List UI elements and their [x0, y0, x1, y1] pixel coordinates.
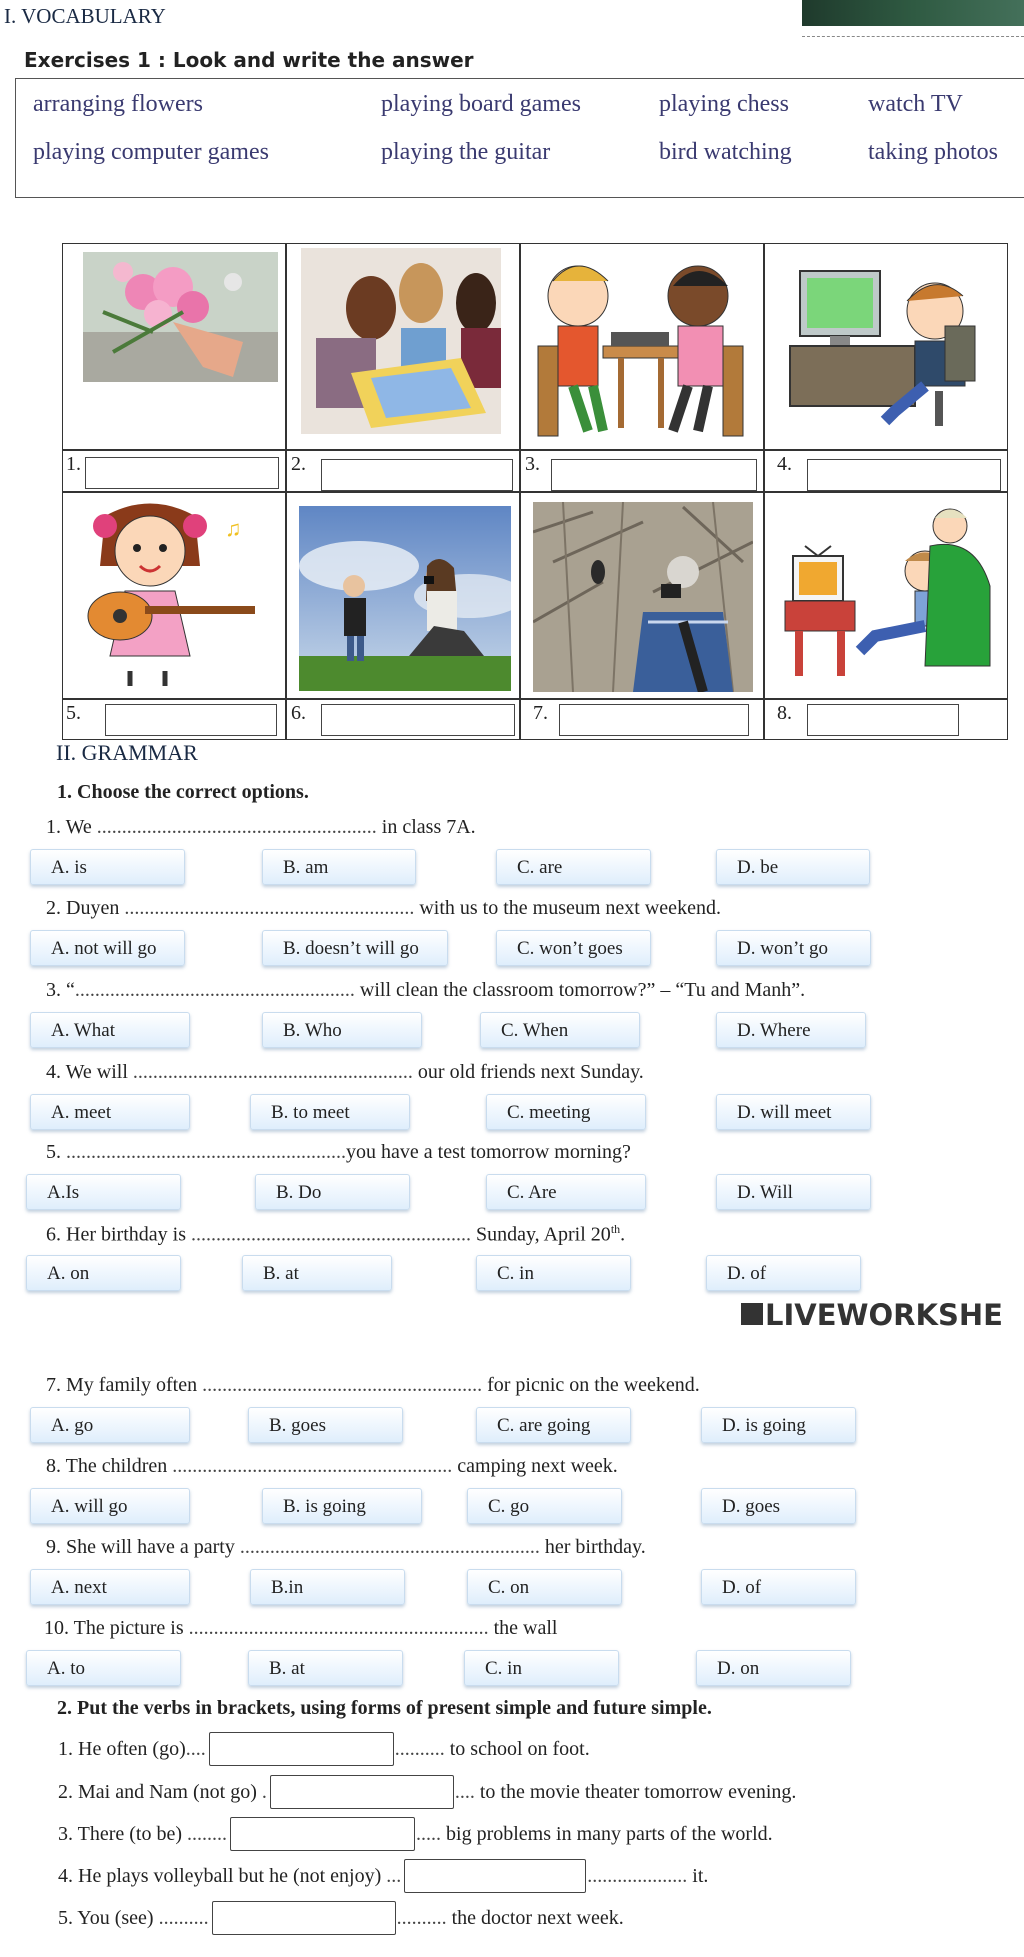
option-button[interactable]: C. are — [496, 849, 651, 885]
verb-question-suffix: it. — [687, 1865, 709, 1887]
question-suffix: you have a test tomorrow morning? — [346, 1141, 631, 1163]
question-blank: ........................................................ — [132, 1061, 413, 1083]
section-title-vocabulary: I. VOCABULARY — [4, 4, 166, 28]
option-button[interactable]: B. goes — [248, 1407, 403, 1443]
option-button[interactable]: A. not will go — [30, 930, 185, 966]
answer-box-4[interactable] — [807, 459, 1001, 491]
question-text — [46, 1536, 646, 1559]
picture-number: 4. — [777, 453, 792, 475]
option-button[interactable]: A.Is — [26, 1174, 181, 1210]
picture-grid — [62, 243, 1008, 740]
computer-cartoon — [785, 256, 985, 436]
question-suffix: camping next week. — [452, 1455, 618, 1477]
option-button[interactable]: C. in — [464, 1650, 619, 1686]
option-button[interactable]: C. meeting — [486, 1094, 646, 1130]
verb-question-prefix: 4. He plays volleyball but he (not enjoy) — [58, 1865, 387, 1887]
flowers-photo — [83, 252, 278, 382]
question-blank: ........................................................ — [66, 1141, 346, 1163]
question-prefix: 5. — [46, 1141, 66, 1163]
question-prefix: 7. My family often — [46, 1374, 203, 1396]
option-button[interactable]: D. be — [716, 849, 870, 885]
option-button[interactable]: A. meet — [30, 1094, 190, 1130]
option-button[interactable]: D. of — [701, 1569, 856, 1605]
option-button[interactable]: D. on — [696, 1650, 851, 1686]
picture-number: 7. — [533, 702, 548, 724]
option-button[interactable]: D. of — [706, 1255, 861, 1291]
answer-box-1[interactable] — [85, 457, 279, 489]
taking-photos-photo — [299, 506, 511, 691]
answer-box-3[interactable] — [551, 459, 757, 491]
option-button[interactable]: A. go — [30, 1407, 190, 1443]
verb-blank-lead: . — [261, 1781, 267, 1803]
question-text — [46, 1061, 644, 1084]
option-button[interactable]: D. Where — [716, 1012, 866, 1048]
verb-question-suffix: to the movie theater tomorrow evening. — [474, 1781, 797, 1803]
word-bank-item: playing chess — [659, 91, 789, 117]
answer-box-5[interactable] — [105, 704, 277, 736]
question-prefix: 6. Her birthday is — [46, 1223, 191, 1246]
picture-number: 1. — [66, 453, 81, 475]
svg-text:♫: ♫ — [225, 516, 242, 541]
word-bank-item: taking photos — [868, 139, 998, 165]
question-prefix: 2. Duyen — [46, 897, 125, 919]
option-button[interactable]: C. won’t goes — [496, 930, 651, 966]
option-button[interactable]: B. to meet — [250, 1094, 410, 1130]
question-suffix: in class 7A. — [376, 816, 476, 838]
word-bank-item: playing computer games — [33, 139, 269, 165]
word-bank-item: bird watching — [659, 139, 792, 165]
option-button[interactable]: C. in — [476, 1255, 631, 1291]
question-prefix: 8. The children — [46, 1455, 173, 1477]
question-text — [46, 1141, 631, 1164]
question-text — [46, 816, 476, 839]
part1-title: 1. Choose the correct options. — [57, 781, 309, 803]
answer-box-8[interactable] — [807, 704, 959, 736]
verb-blank-trail: .......... — [394, 1738, 445, 1760]
picture-number: 5. — [66, 702, 81, 724]
option-button[interactable]: D. won’t go — [716, 930, 871, 966]
word-bank-item: arranging flowers — [33, 91, 203, 117]
question-suffix: the wall — [488, 1617, 558, 1639]
option-button[interactable]: B. Do — [255, 1174, 410, 1210]
option-button[interactable]: A. next — [30, 1569, 190, 1605]
verb-answer-input[interactable] — [209, 1732, 394, 1766]
question-blank: ........................................................ — [172, 1455, 453, 1477]
option-button[interactable]: A. What — [30, 1012, 190, 1048]
picture-number: 8. — [777, 702, 792, 724]
question-text — [46, 1374, 700, 1397]
option-button[interactable]: A. to — [26, 1650, 181, 1686]
part2-title: 2. Put the verbs in brackets, using forms of present simple and future simple. — [57, 1697, 712, 1719]
verb-answer-input[interactable] — [230, 1817, 415, 1851]
liveworksheets-watermark: LIVEWORKSHE — [741, 1298, 1003, 1332]
question-prefix: 3. “ — [46, 979, 75, 1001]
option-button[interactable]: B. Who — [262, 1012, 422, 1048]
verb-blank-trail: .......... — [396, 1907, 447, 1929]
option-button[interactable]: D. Will — [716, 1174, 871, 1210]
option-button[interactable]: A. will go — [30, 1488, 190, 1524]
question-end: . — [620, 1223, 626, 1246]
option-button[interactable]: C. When — [480, 1012, 640, 1048]
question-blank: ........................................................ — [202, 1374, 483, 1396]
option-button[interactable]: D. goes — [701, 1488, 856, 1524]
question-prefix: 9. She will have a party — [46, 1536, 240, 1558]
option-button[interactable]: C. on — [467, 1569, 622, 1605]
verb-blank-trail: .................... — [587, 1865, 688, 1887]
verb-answer-input[interactable] — [212, 1901, 396, 1935]
question-prefix: 10. The picture is — [44, 1617, 189, 1639]
option-button[interactable]: B. am — [262, 849, 416, 885]
question-suffix: with us to the museum next weekend. — [414, 897, 721, 919]
section-title-grammar: II. GRAMMAR — [56, 740, 198, 765]
option-button[interactable]: B.in — [250, 1569, 405, 1605]
question-suffix: Sunday, April 20 — [470, 1223, 611, 1246]
question-blank: ........................................................ — [190, 1223, 471, 1246]
verb-answer-input[interactable] — [270, 1775, 454, 1809]
verb-blank-lead: ........ — [187, 1823, 228, 1845]
option-button[interactable]: C. Are — [486, 1174, 646, 1210]
word-bank-item: watch TV — [868, 91, 963, 117]
option-button[interactable]: D. is going — [701, 1407, 856, 1443]
question-prefix: 4. We will — [46, 1061, 133, 1083]
question-blank: ............................................................ — [239, 1536, 540, 1558]
question-text — [46, 1222, 625, 1247]
option-button[interactable]: B. at — [248, 1650, 403, 1686]
verb-question-prefix: 3. There (to be) — [58, 1823, 188, 1845]
verb-question-text — [58, 1823, 773, 1846]
answer-box-7[interactable] — [559, 704, 749, 736]
verb-question-suffix: the doctor next week. — [446, 1907, 624, 1929]
verb-blank-lead: .... — [185, 1738, 206, 1760]
verb-question-suffix: big problems in many parts of the world. — [441, 1823, 773, 1845]
option-button[interactable]: B. is going — [262, 1488, 422, 1524]
question-text — [44, 1617, 557, 1640]
header-decoration-line — [802, 26, 1024, 37]
bird-watching-photo — [533, 502, 753, 692]
verb-blank-trail: ..... — [416, 1823, 442, 1845]
exercise-title: Exercises 1 : Look and write the answer — [24, 48, 474, 72]
question-suffix: for picnic on the weekend. — [482, 1374, 700, 1396]
verb-question-prefix: 2. Mai and Nam (not go) — [58, 1781, 262, 1803]
word-bank-item: playing the guitar — [381, 139, 551, 165]
verb-question-suffix: to school on foot. — [444, 1738, 590, 1760]
verb-blank-lead: ... — [386, 1865, 402, 1887]
option-button[interactable]: A. on — [26, 1255, 181, 1291]
question-prefix: 1. We — [46, 816, 97, 838]
liveworksheets-logo-icon — [741, 1303, 763, 1325]
board-game-photo — [301, 248, 501, 434]
word-bank-item: playing board games — [381, 91, 581, 117]
picture-number: 6. — [291, 702, 306, 724]
verb-question-text — [58, 1865, 708, 1888]
question-text — [46, 979, 805, 1002]
question-suffix: her birthday. — [539, 1536, 646, 1558]
guitar-girl-cartoon — [75, 496, 275, 692]
ordinal-suffix: th — [610, 1222, 621, 1236]
option-button[interactable]: C. go — [467, 1488, 622, 1524]
question-blank: ............................................................ — [188, 1617, 489, 1639]
verb-question-prefix: 1. He often (go) — [58, 1738, 186, 1760]
question-blank: .......................................................... — [124, 897, 415, 919]
picture-number: 3. — [525, 453, 540, 475]
word-bank — [15, 78, 1024, 198]
verb-blank-lead: .......... — [158, 1907, 209, 1929]
question-text — [46, 1455, 618, 1478]
option-button[interactable]: B. at — [242, 1255, 392, 1291]
verb-question-prefix: 5. You (see) — [58, 1907, 159, 1929]
verb-blank-trail: .... — [454, 1781, 475, 1803]
watching-tv-cartoon — [775, 506, 997, 691]
answer-box-6[interactable] — [321, 704, 515, 736]
question-text — [46, 897, 721, 920]
question-blank: ........................................................ — [96, 816, 377, 838]
header-decoration-image — [802, 0, 1024, 26]
chess-cartoon — [533, 246, 748, 442]
option-button[interactable]: C. are going — [476, 1407, 631, 1443]
question-suffix: will clean the classroom tomorrow?” – “Tu and Manh”. — [354, 979, 806, 1001]
option-button[interactable]: D. will meet — [716, 1094, 871, 1130]
question-suffix: our old friends next Sunday. — [412, 1061, 644, 1083]
option-button[interactable]: B. doesn’t will go — [262, 930, 448, 966]
picture-number: 2. — [291, 453, 306, 475]
option-button[interactable]: A. is — [30, 849, 185, 885]
question-blank: ........................................................ — [74, 979, 355, 1001]
answer-box-2[interactable] — [321, 459, 513, 491]
verb-answer-input[interactable] — [404, 1859, 586, 1893]
